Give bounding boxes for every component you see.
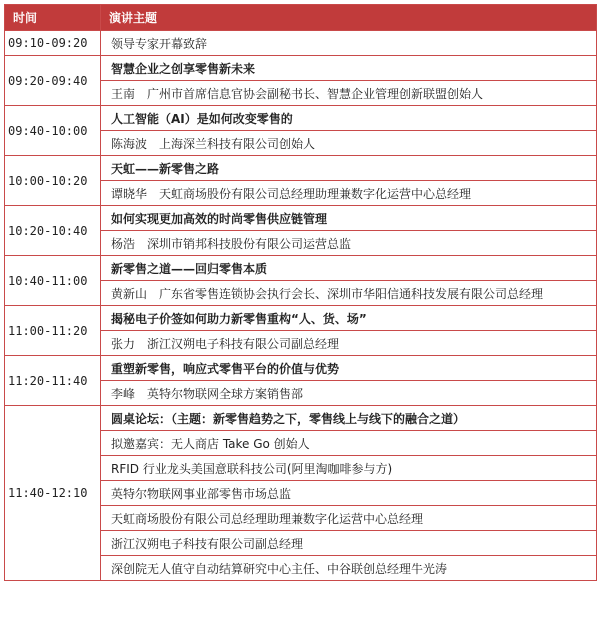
header-row xyxy=(5,5,597,31)
speaker-cell: 谭晓华 天虹商场股份有限公司总经理助理兼数字化运营中心总经理 xyxy=(101,181,597,206)
time-cell: 11:20-11:40 xyxy=(5,356,101,406)
schedule-table xyxy=(4,4,597,581)
table-row xyxy=(5,106,597,131)
guest-cell: 英特尔物联网事业部零售市场总监 xyxy=(101,481,597,506)
talk-title: 智慧企业之创享零售新未来 xyxy=(101,56,597,81)
guest-cell: RFID 行业龙头美国意联科技公司(阿里淘咖啡参与方) xyxy=(101,456,597,481)
time-cell: 09:40-10:00 xyxy=(5,106,101,156)
speaker-cell: 王南 广州市首席信息官协会副秘书长、智慧企业管理创新联盟创始人 xyxy=(101,81,597,106)
talk-title: 如何实现更加高效的时尚零售供应链管理 xyxy=(101,206,597,231)
speaker-cell: 李峰 英特尔物联网全球方案销售部 xyxy=(101,381,597,406)
table-row xyxy=(5,306,597,331)
speaker-cell: 黄新山 广东省零售连锁协会执行会长、深圳市华阳信通科技发展有限公司总经理 xyxy=(101,281,597,306)
time-cell: 11:00-11:20 xyxy=(5,306,101,356)
table-row xyxy=(5,31,597,56)
table-row xyxy=(5,156,597,181)
guest-cell: 浙江汉朔电子科技有限公司副总经理 xyxy=(101,531,597,556)
time-cell: 11:40-12:10 xyxy=(5,406,101,581)
time-cell: 10:00-10:20 xyxy=(5,156,101,206)
speaker-cell: 张力 浙江汉朔电子科技有限公司副总经理 xyxy=(101,331,597,356)
time-cell: 09:20-09:40 xyxy=(5,56,101,106)
time-cell: 09:10-09:20 xyxy=(5,31,101,56)
guest-cell: 深创院无人值守自动结算研究中心主任、中谷联创总经理牛光涛 xyxy=(101,556,597,581)
speaker-cell: 陈海波 上海深兰科技有限公司创始人 xyxy=(101,131,597,156)
talk-title: 新零售之道——回归零售本质 xyxy=(101,256,597,281)
header-time: 时间 xyxy=(5,5,101,31)
talk-title: 揭秘电子价签如何助力新零售重构“人、货、场” xyxy=(101,306,597,331)
time-cell: 10:20-10:40 xyxy=(5,206,101,256)
table-row xyxy=(5,256,597,281)
table-row xyxy=(5,206,597,231)
table-row xyxy=(5,356,597,381)
guest-cell: 天虹商场股份有限公司总经理助理兼数字化运营中心总经理 xyxy=(101,506,597,531)
table-row xyxy=(5,56,597,81)
talk-title: 圆桌论坛：（主题：新零售趋势之下，零售线上与线下的融合之道） xyxy=(101,406,597,431)
speaker-cell: 杨浩 深圳市销邦科技股份有限公司运营总监 xyxy=(101,231,597,256)
talk-title: 人工智能（AI）是如何改变零售的 xyxy=(101,106,597,131)
header-topic: 演讲主题 xyxy=(101,5,597,31)
topic-cell: 领导专家开幕致辞 xyxy=(101,31,597,56)
guest-cell: 拟邀嘉宾：无人商店 Take Go 创始人 xyxy=(101,431,597,456)
talk-title: 重塑新零售，响应式零售平台的价值与优势 xyxy=(101,356,597,381)
table-row xyxy=(5,406,597,431)
time-cell: 10:40-11:00 xyxy=(5,256,101,306)
talk-title: 天虹——新零售之路 xyxy=(101,156,597,181)
